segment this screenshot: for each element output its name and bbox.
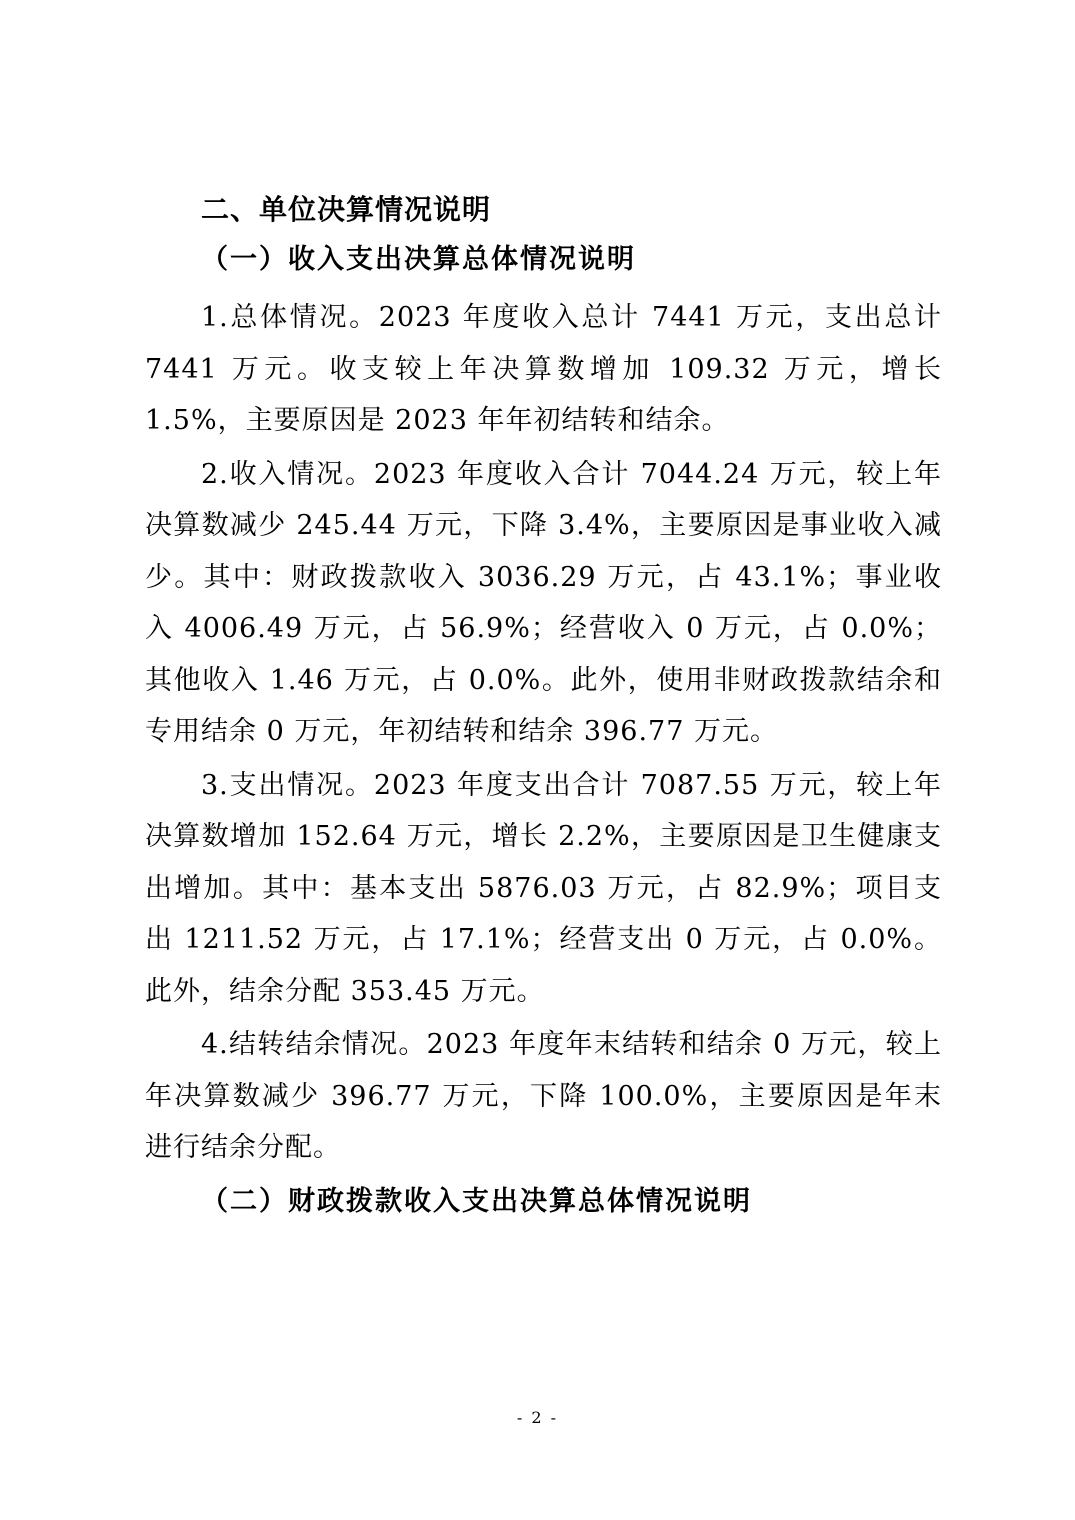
- subheading-income-expenditure: （一）收入支出决算总体情况说明: [201, 244, 636, 275]
- paragraph-expenditure: 3.支出情况。2023 年度支出合计 7087.55 万元，较上年决算数增加 152.64 万元，增长 2.2%，主要原因是卫生健康支出增加。其中：基本支出 5876.03 万元，占 82.9%；项目支出 1211.52 万元，占 17.1%；经营支出 0 万元，占 0.0%。此外，结余分配 353.45 万元。: [145, 769, 942, 1007]
- paragraph-income: 2.收入情况。2023 年度收入合计 7044.24 万元，较上年决算数减少 245.44 万元，下降 3.4%，主要原因是事业收入减少。其中：财政拨款收入 3036.29 万元，占 43.1%；事业收入 4006.49 万元，占 56.9%；经营收入 0 万元，占 0.0%；其他收入 1.46 万元，占 0.0%。此外，使用非财政拨款结余和专用结余 0 万元，年初结转和结余 396.77 万元。: [145, 458, 942, 747]
- page-number: - 2 -: [516, 1408, 559, 1427]
- section-heading: 二、单位决算情况说明: [201, 193, 492, 226]
- paragraph-overall: 1.总体情况。2023 年度收入总计 7441 万元，支出总计 7441 万元。收支较上年决算数增加 109.32 万元，增长 1.5%，主要原因是 2023 年年初结转和结余。: [145, 302, 942, 436]
- subheading-fiscal-appropriation: （二）财政拨款收入支出决算总体情况说明: [201, 1185, 752, 1217]
- document-body: [145, 190, 942, 1234]
- paragraph-carryover: 4.结转结余情况。2023 年度年末结转和结余 0 万元，较上年决算数减少 396.77 万元，下降 100.0%，主要原因是年末进行结余分配。: [145, 1029, 942, 1163]
